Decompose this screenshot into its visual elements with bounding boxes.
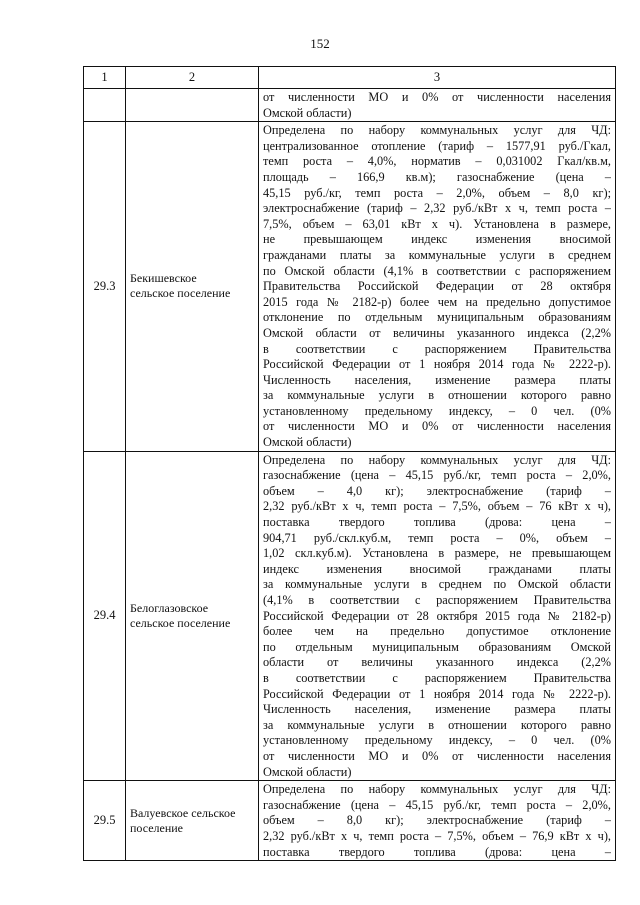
settlement-name <box>126 451 259 780</box>
description-line: 2,32 руб./кВт х ч, темп роста – 7,5%, объем – 76,9 кВт х ч), <box>263 828 611 843</box>
row-number <box>84 89 126 122</box>
settlement-name <box>126 781 259 861</box>
row-number: 29.4 <box>84 451 126 780</box>
description-cell <box>259 89 616 122</box>
description-line: гражданами платы за коммунальные услуги в среднем <box>263 247 611 262</box>
table-row <box>84 122 616 451</box>
header-cell-3: 3 <box>259 67 616 89</box>
description-line: в соответствии с распоряжением Правительства <box>263 670 611 685</box>
description-line: поставка твердого топлива (дрова: цена – <box>263 515 611 530</box>
description-line: по Омской области (4,1% в соответствии с распоряжением <box>263 263 611 278</box>
description-line: Омской области) <box>263 764 352 779</box>
settlement-name-line: сельское поселение <box>130 615 231 630</box>
header-row <box>84 67 616 89</box>
page-number: 152 <box>310 36 330 51</box>
description-line: области от величины указанного индекса (2,2% <box>263 655 611 670</box>
description-line: Правительства Российской Федерации от 28 октября <box>263 279 611 294</box>
description-line: от численности МО и 0% от численности населения <box>263 748 611 763</box>
description-line: установленному предельному индексу, – 0 чел. (0% <box>263 733 611 748</box>
description-line: Российской Федерации от 1 ноября 2014 года № 2222-р). <box>263 357 611 372</box>
description-line: Определена по набору коммунальных услуг для ЧД: <box>263 452 611 467</box>
description-line: за коммунальные услуги в среднем по Омской области <box>263 577 611 592</box>
table-row <box>84 89 616 122</box>
settlement-name <box>126 122 259 451</box>
description-line: Омской области) <box>263 105 352 120</box>
settlement-name <box>126 89 259 122</box>
description-line: за коммунальные услуги в отношении которого равно <box>263 388 611 403</box>
description-line: от численности МО и 0% от численности населения <box>263 90 611 104</box>
description-line: Численность населения, изменение размера платы <box>263 372 611 387</box>
description-line: (4,1% в соответствии с распоряжением Правительства <box>263 593 611 607</box>
description-line: газоснабжение (цена – 45,15 руб./кг, темп роста – 2,0%, <box>263 797 611 812</box>
row-number: 29.3 <box>84 122 126 451</box>
table-row <box>84 781 616 861</box>
description-line: электроснабжение (тариф – 2,32 руб./кВт х ч, темп роста – <box>263 201 611 216</box>
description-line: Омской области от величины указанного индекса (2,2% <box>263 325 611 340</box>
description-line: 7,5%, объем – 63,01 кВт х ч). Установлена в размере, <box>263 216 611 231</box>
description-line: установленному предельному индексу, – 0 чел. (0% <box>263 403 611 418</box>
description-cell <box>259 122 616 451</box>
row-number: 29.5 <box>84 781 126 861</box>
description-line: поставка твердого топлива (дрова: цена – <box>263 844 611 859</box>
description-line: площадь – 166,9 кв.м); газоснабжение (цена – <box>263 169 611 184</box>
data-table <box>83 66 616 861</box>
description-line: Омской области) <box>263 435 352 450</box>
description-line: в соответствии с распоряжением Правительства <box>263 341 611 356</box>
description-line: газоснабжение (цена – 45,15 руб./кг, темп роста – 2,0%, <box>263 468 611 483</box>
description-line: 904,71 руб./скл.куб.м, темп роста – 0%, объем – <box>263 530 611 545</box>
description-cell <box>259 451 616 780</box>
header-cell-1: 1 <box>84 67 126 89</box>
description-line: не превышающем индекс изменения вносимой <box>263 232 611 247</box>
description-line: Определена по набору коммунальных услуг для ЧД: <box>263 782 611 797</box>
description-line: темп роста – 4,0%, норматив – 0,031002 Гкал/кв.м, <box>263 154 611 169</box>
description-line: отклонение по отдельным муниципальным образованиям <box>263 310 611 325</box>
description-line: индекс изменения вносимой гражданами платы <box>263 561 611 576</box>
description-line: 1,02 скл.куб.м). Установлена в размере, не превышающем <box>263 546 611 561</box>
description-line: более чем на предельно допустимое отклонение <box>263 624 611 639</box>
description-line: Численность населения, изменение размера платы <box>263 702 611 717</box>
description-cell <box>259 781 616 861</box>
settlement-name-line: Бекишевское <box>130 271 197 286</box>
settlement-name-line: поселение <box>130 820 184 835</box>
description-line: от численности МО и 0% от численности населения <box>263 419 611 434</box>
description-line: за коммунальные услуги в отношении которого равно <box>263 717 611 732</box>
description-line: Российской Федерации от 1 ноября 2014 года № 2222-р). <box>263 686 611 701</box>
description-line: по отдельным муниципальным образованиям Омской <box>263 639 611 654</box>
description-line: объем – 4,0 кг); электроснабжение (тариф – <box>263 483 611 498</box>
description-line: централизованное отопление (тариф – 1577,91 руб./Гкал, <box>263 138 611 153</box>
description-line: 2,32 руб./кВт х ч, темп роста – 7,5%, объем – 76 кВт х ч), <box>263 499 611 514</box>
description-line: 2015 года № 2182-р) более чем на предельно допустимое <box>263 294 611 309</box>
description-line: 45,15 руб./кг, темп роста – 2,0%, объем – 8,0 кг); <box>263 185 611 200</box>
table-row <box>84 451 616 780</box>
settlement-name-line: Белоглазовское <box>130 600 209 615</box>
settlement-name-line: Валуевское сельское <box>130 805 236 820</box>
description-line: Российской Федерации от 28 октября 2015 года № 2182-р) <box>263 608 611 623</box>
description-line: объем – 8,0 кг); электроснабжение (тариф – <box>263 813 611 828</box>
header-cell-2: 2 <box>126 67 259 89</box>
settlement-name-line: сельское поселение <box>130 286 231 301</box>
description-line: Определена по набору коммунальных услуг для ЧД: <box>263 123 611 138</box>
